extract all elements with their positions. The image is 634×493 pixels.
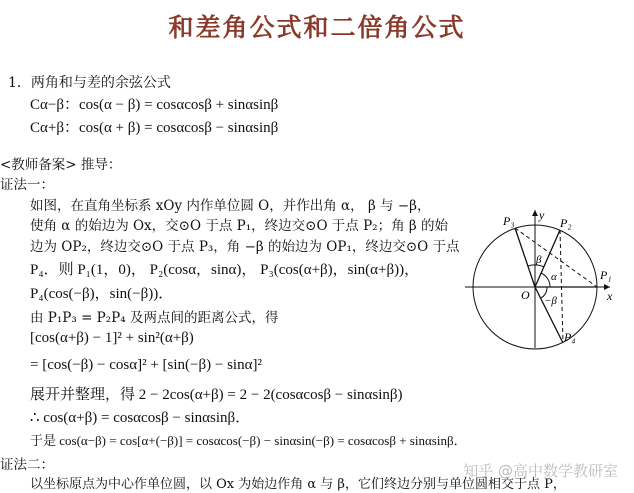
proof2-line: 以坐标原点为中心作单位圆，以 Ox 为始边作角 α 与 β，它们终边分别与单位圆相交于点 P， xyxy=(30,477,566,492)
proof1-line: 边为 OP₂，终边交⊙O 于点 P₃，角 −β 的始边为 OP₁，终边交⊙O 于点 xyxy=(30,239,460,255)
label-p1: P₁ xyxy=(600,268,612,282)
angle-alpha-arc xyxy=(541,273,550,287)
section-heading: 1．两角和与差的余弦公式 xyxy=(8,75,171,91)
page-title: 和差角公式和二倍角公式 xyxy=(168,13,466,42)
label-p4: P₄ xyxy=(564,330,576,344)
proof1-line: 由 P₁P₃ = P₂P₄ 及两点间的距离公式，得 xyxy=(30,310,279,326)
label-p2: P₂ xyxy=(560,216,572,230)
proof1-label: 证法一： xyxy=(0,177,54,193)
proof1-equation: [cos(α+β) − 1]² + sin²(α+β) xyxy=(30,330,194,346)
label-origin: O xyxy=(521,288,530,302)
radius-op3 xyxy=(515,228,535,287)
y-axis-arrow-icon xyxy=(532,210,538,216)
label-neg-beta: −β xyxy=(544,295,557,307)
unit-circle-diagram xyxy=(460,200,620,350)
teacher-note: <教师备案> 推导： xyxy=(0,157,122,173)
proof1-line: P₄(cos(−β)，sin(−β))． xyxy=(30,286,174,302)
proof1-line: 展开并整理，得 2 − 2cos(α+β) = 2 − 2(cosαcosβ − sinαsinβ) xyxy=(30,387,403,403)
label-x: x xyxy=(607,289,613,303)
proof1-line: 如图，在直角坐标系 xOy 内作单位圆 O，并作出角 α， β 与 −β， xyxy=(30,198,431,214)
label-y: y xyxy=(539,208,545,222)
label-beta: β xyxy=(536,254,542,266)
proof1-conclusion: ∴ cos(α+β) = cosαcosβ − sinαsinβ． xyxy=(30,410,251,426)
proof2-label: 证法二： xyxy=(0,457,54,473)
proof1-final-line: 于是 cos(α−β) = cos[α+(−β)] = cosαcos(−β) − sinαsin(−β) = cosαcosβ + sinαsinβ． xyxy=(30,433,467,448)
proof1-line: 使角 α 的始边为 Ox，交⊙O 于点 P₁，终边交⊙O 于点 P₂；角 β 的始 xyxy=(30,218,448,234)
formula-cos-sum: Cα+β：cos(α + β) = cosαcosβ − sinαsinβ xyxy=(30,120,279,136)
proof1-line: P₄．则 P₁(1，0)， P₂(cosα，sinα)， P₃(cos(α+β)，sin(α+β))， xyxy=(30,262,420,278)
watermark: 知乎 @高中数学教研室 xyxy=(463,462,618,480)
label-alpha: α xyxy=(551,271,557,283)
formula-cos-difference: Cα−β：cos(α − β) = cosαcosβ + sinαsinβ xyxy=(30,97,279,113)
proof1-equation: = [cos(−β) − cosα]² + [sin(−β) − sinα]² xyxy=(30,357,262,373)
label-p3: P₃ xyxy=(503,214,515,228)
